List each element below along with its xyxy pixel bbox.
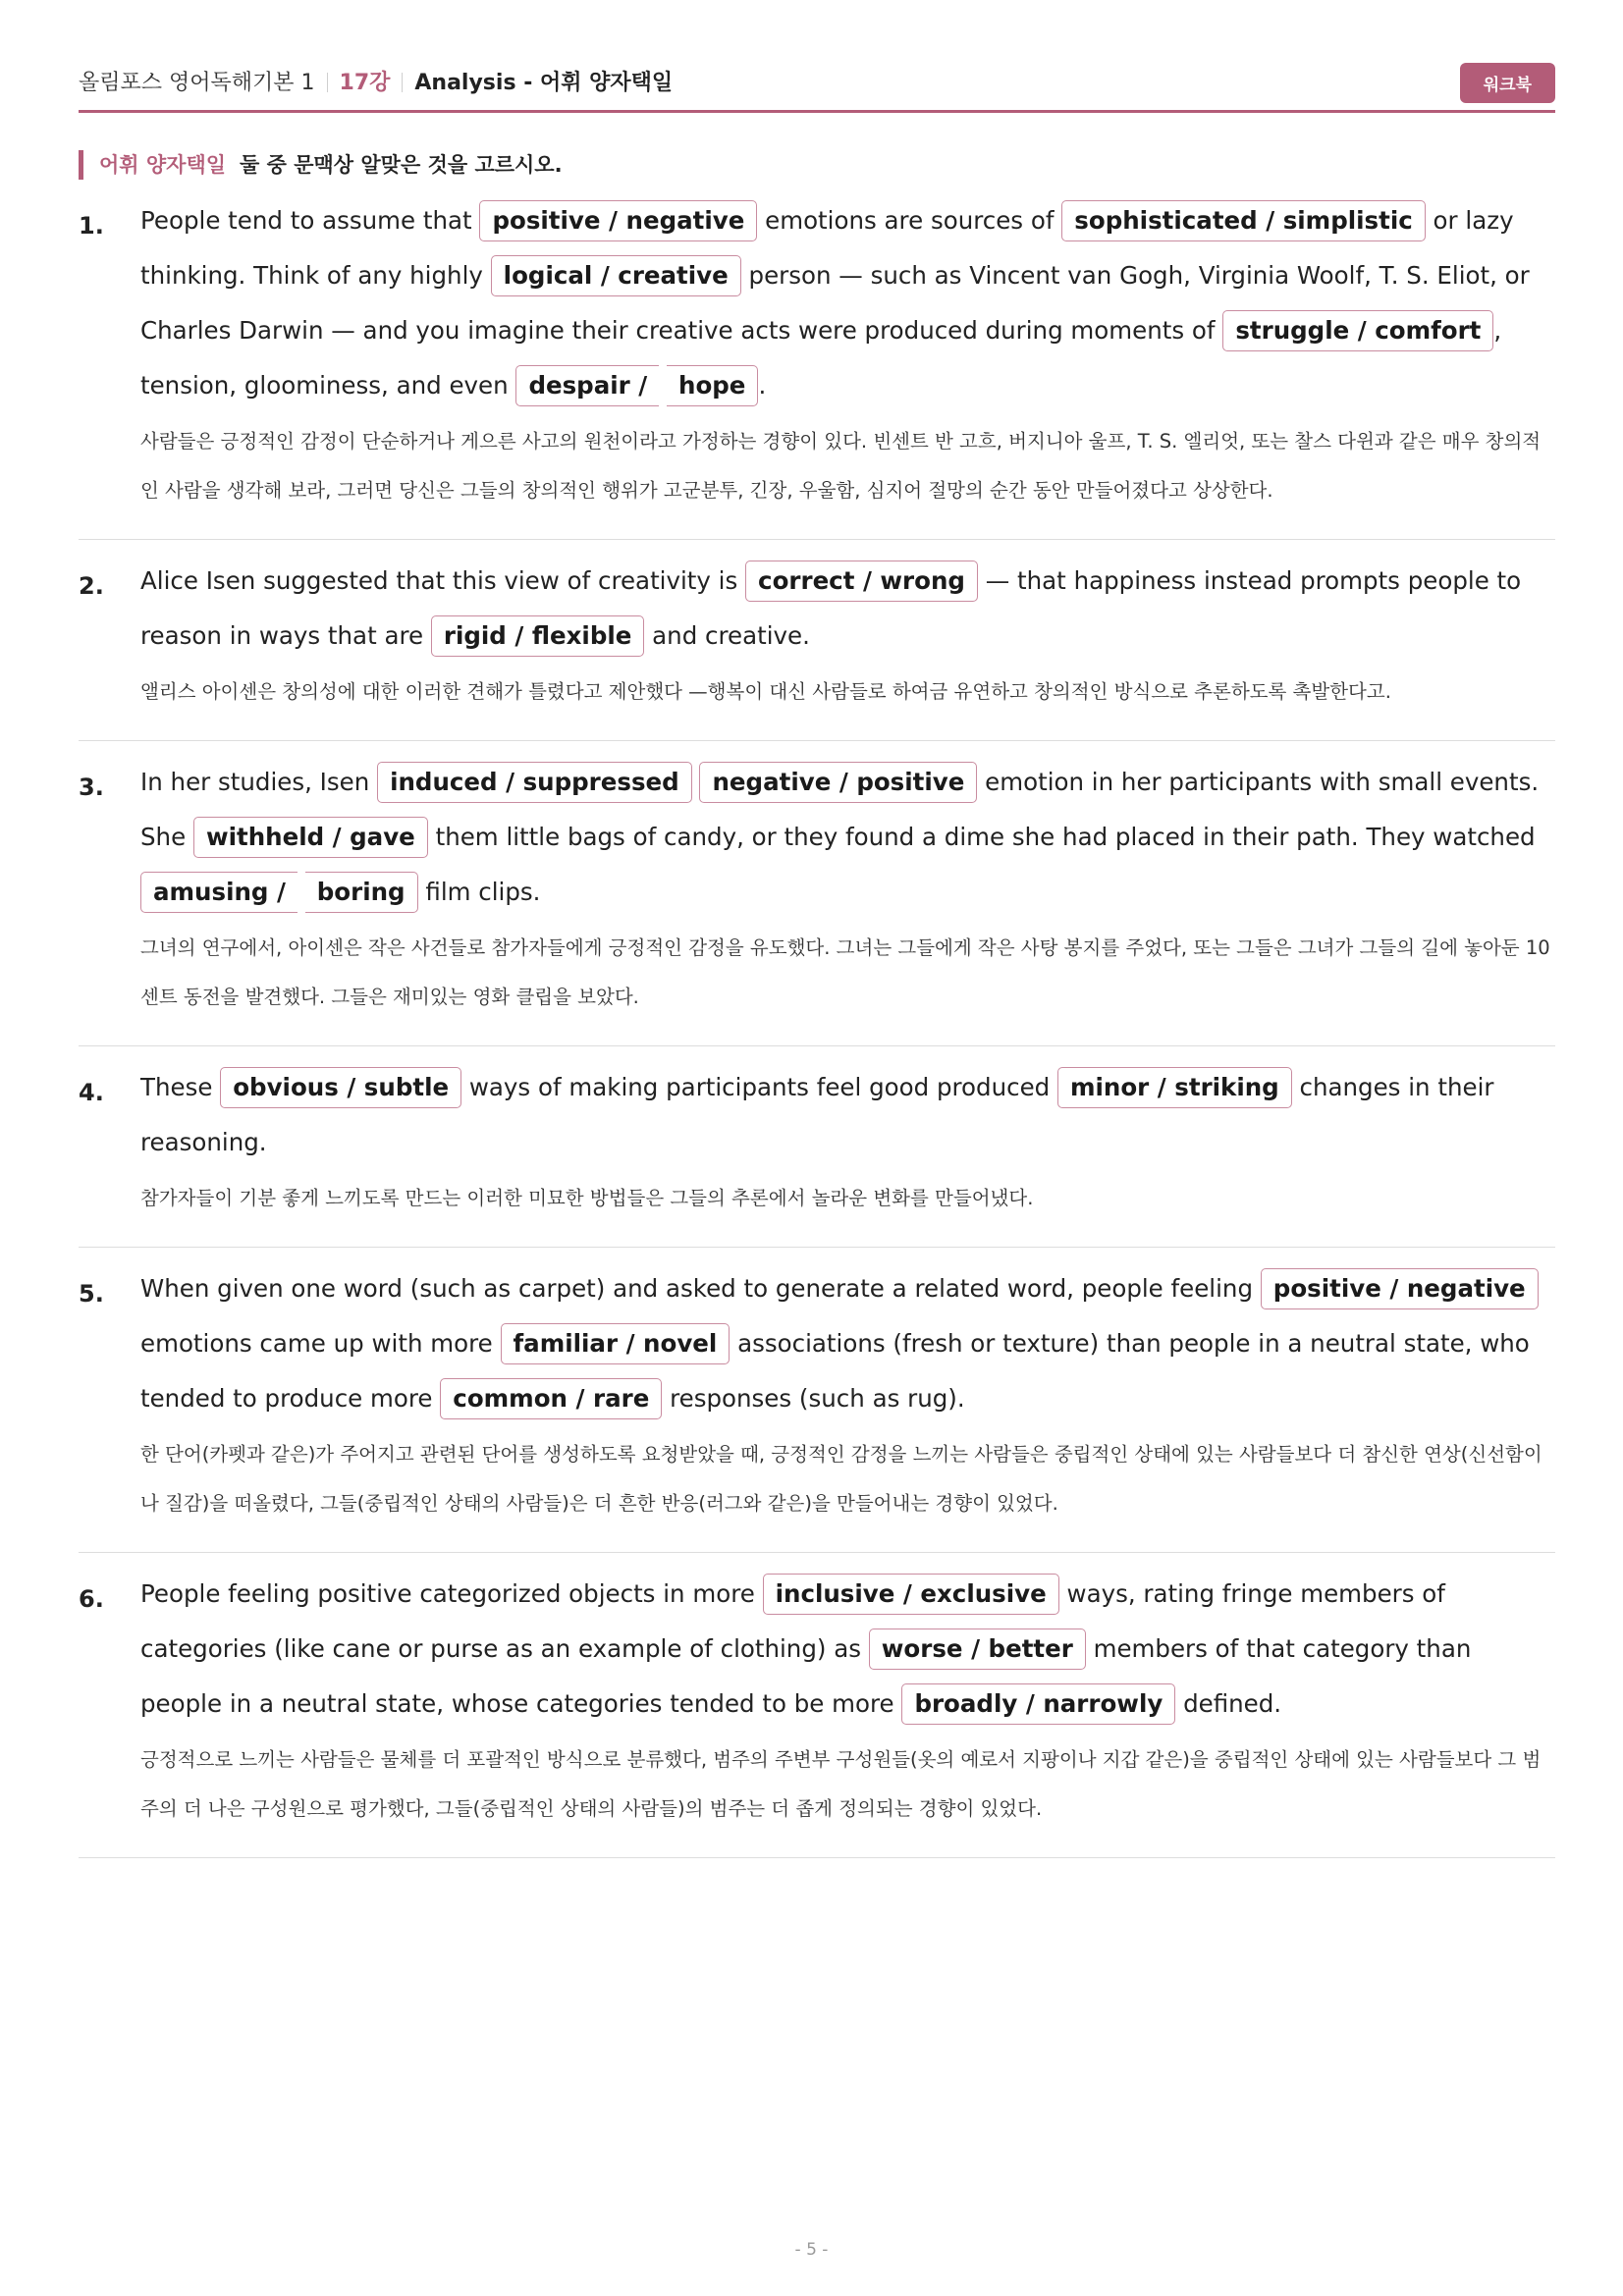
korean-translation: 사람들은 긍정적인 감정이 단순하거나 게으른 사고의 원천이라고 가정하는 경향이 있다. 빈센트 반 고흐, 버지니아 울프, T. S. 엘리엇, 또는 찰스 다윈과 같은 매우 창의적인 사람을 생각해 보라, 그러면 당신은 그들의 창의적인 행위가 고군분투, 긴장, 우울함, 심지어 절망의 순간 동안 만들어졌다고 상상한다. [140,430,1542,502]
question-number: 5. [79,1280,104,1308]
passage-text: or lazy thinking. Think of any highly [140,206,1514,290]
breadcrumb-divider [327,73,328,92]
choice-option[interactable]: withheld / gave [193,817,428,858]
passage-text: These [140,1073,221,1101]
page-number: - 5 - [794,2240,829,2260]
passage-text: person — such as Vincent van Gogh, Virginia Woolf, T. S. Eliot, or Charles Darwin — and you imagine their creative acts were produced during moments of [140,261,1530,345]
english-passage [140,554,1555,664]
english-passage [140,1261,1555,1426]
choice-option[interactable]: induced / suppressed [377,762,692,803]
passage-text: Alice Isen suggested that this view of creativity is [140,566,746,595]
korean-translation: 그녀의 연구에서, 아이센은 작은 사건들로 참가자들에게 긍정적인 감정을 유도했다. 그녀는 그들에게 작은 사탕 봉지를 주었다, 또는 그들은 그녀가 그들의 길에 놓아둔 10센트 동전을 발견했다. 그들은 재미있는 영화 클립을 보았다. [140,936,1550,1008]
korean-translation: 긍정적으로 느끼는 사람들은 물체를 더 포괄적인 방식으로 분류했다, 범주의 주변부 구성원들(옷의 예로서 지팡이나 지갑 같은)을 중립적인 상태에 있는 사람들보다 그 범주의 더 나은 구성원으로 평가했다, 그들(중립적인 상태의 사람들)의 범주는 더 좁게 정의되는 경향이 있었다. [140,1748,1542,1820]
question-item [79,1553,1555,1858]
passage-text: film clips. [417,878,541,906]
question-list [79,180,1555,1858]
question-item [79,1046,1555,1248]
passage-text: associations (fresh or texture) than people in a neutral state, who tended to produce more [140,1329,1530,1413]
instruction-label: 어휘 양자택일 [99,153,227,177]
question-item [79,741,1555,1046]
question-number: 4. [79,1079,104,1106]
choice-option[interactable]: obvious / subtle [220,1067,461,1108]
passage-text: . [758,371,767,400]
korean-translation: 참가자들이 기분 좋게 느끼도록 만드는 이러한 미묘한 방법들은 그들의 추론에서 놀라운 변화를 만들어냈다. [140,1187,1034,1209]
choice-option[interactable]: rigid / flexible [431,615,645,657]
choice-option[interactable]: amusing / [140,872,298,913]
passage-text: emotions came up with more [140,1329,501,1358]
workbook-badge: 워크북 [1460,63,1555,103]
choice-option[interactable]: struggle / comfort [1222,310,1493,351]
passage-text [659,371,667,400]
question-number: 6. [79,1585,104,1613]
choice-option[interactable]: broadly / narrowly [901,1683,1175,1725]
instruction [79,150,1555,180]
choice-option[interactable]: correct / wrong [745,561,978,602]
instruction-text: 둘 중 문맥상 알맞은 것을 고르시오. [240,153,563,177]
english-passage [140,755,1555,920]
question-number: 1. [79,212,104,240]
choice-option[interactable]: despair / [515,365,659,406]
korean-translation: 한 단어(카펫과 같은)가 주어지고 관련된 단어를 생성하도록 요청받았을 때, 긍정적인 감정을 느끼는 사람들은 중립적인 상태에 있는 사람들보다 더 참신한 연상(신선함이나 질감)을 떠올렸다, 그들(중립적인 상태의 사람들)은 더 흔한 반응(러그와 같은)을 만들어내는 경향이 있었다. [140,1443,1542,1515]
choice-option[interactable]: sophisticated / simplistic [1061,200,1425,241]
page-header [79,61,1555,113]
passage-text: ways of making participants feel good produced [461,1073,1057,1101]
passage-text: People tend to assume that [140,206,480,235]
passage-text: emotion in her participants with small events. She [140,768,1540,851]
question-item [79,180,1555,540]
english-passage [140,1567,1555,1732]
english-passage [140,1060,1555,1170]
passage-text: them little bags of candy, or they found a dime she had placed in their path. They watched [427,823,1536,851]
choice-option[interactable]: inclusive / exclusive [763,1574,1059,1615]
breadcrumb [79,66,673,96]
passage-text [692,768,700,796]
choice-option[interactable]: logical / creative [491,255,741,296]
english-passage [140,193,1555,413]
question-item [79,540,1555,741]
question-number: 2. [79,572,104,600]
passage-text: — that happiness instead prompts people to reason in ways that are [140,566,1522,650]
workbook-page [79,61,1555,1858]
lesson-number: 17강 [339,71,391,95]
passage-text: emotions are sources of [757,206,1062,235]
choice-option[interactable]: positive / negative [1261,1268,1539,1309]
book-title: 올림포스 영어독해기본 1 [79,71,315,95]
passage-text [298,878,305,906]
lesson-topic: Analysis - 어휘 양자택일 [414,71,674,95]
choice-option[interactable]: familiar / novel [501,1323,730,1364]
passage-text: When given one word (such as carpet) and asked to generate a related word, people feeling [140,1274,1261,1303]
passage-text: , tension, gloominess, and even [140,316,1502,400]
choice-option[interactable]: hope [667,365,758,406]
breadcrumb-divider [402,73,403,92]
choice-option[interactable]: positive / negative [479,200,757,241]
passage-text: ways, rating fringe members of categories (like cane or purse as an example of clothing) as [140,1579,1445,1663]
passage-text: responses (such as rug). [662,1384,965,1413]
passage-text: and creative. [644,621,810,650]
choice-option[interactable]: negative / positive [699,762,977,803]
passage-text: changes in their reasoning. [140,1073,1494,1156]
passage-text: defined. [1175,1689,1282,1718]
choice-option[interactable]: boring [305,872,418,913]
question-number: 3. [79,774,104,801]
choice-option[interactable]: worse / better [869,1629,1086,1670]
korean-translation: 앨리스 아이센은 창의성에 대한 이러한 견해가 틀렸다고 제안했다 —행복이 대신 사람들로 하여금 유연하고 창의적인 방식으로 추론하도록 촉발한다고. [140,680,1391,703]
passage-text: members of that category than people in a neutral state, whose categories tended to be more [140,1634,1472,1718]
choice-option[interactable]: common / rare [440,1378,662,1419]
choice-option[interactable]: minor / striking [1057,1067,1292,1108]
passage-text: In her studies, Isen [140,768,378,796]
question-item [79,1248,1555,1553]
passage-text: People feeling positive categorized objects in more [140,1579,763,1608]
